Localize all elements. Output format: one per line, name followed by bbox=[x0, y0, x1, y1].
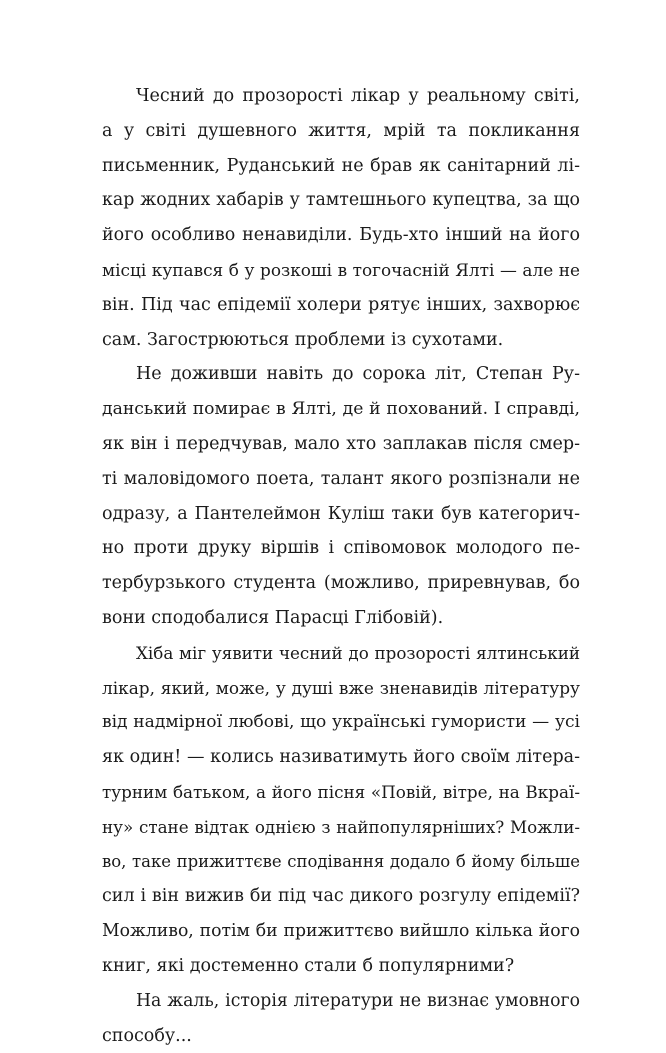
text-line: одразу, а Пантелеймон Куліш таки був категорич- bbox=[102, 503, 580, 524]
paragraph-2 bbox=[102, 357, 580, 635]
text-line: книг, які достеменно стали б популярними? bbox=[102, 955, 515, 976]
paragraph-4 bbox=[102, 984, 580, 1053]
text-line: ті маловідомого поета, талант якого розпізнали не bbox=[102, 468, 580, 489]
text-line: місці купався б у розкоші в тогочасній Ялті — але не bbox=[102, 259, 580, 280]
text-line: Чесний до прозорості лікар у реальному світі, bbox=[136, 86, 580, 106]
text-line: письменник, Руданський не брав як санітарний лі- bbox=[102, 155, 580, 176]
paragraph-3 bbox=[102, 636, 580, 984]
text-line: сам. Загострюються проблеми із сухотами. bbox=[102, 329, 504, 350]
text-line: а у світі душевного життя, мрій та покликання bbox=[102, 120, 580, 141]
text-line: турним батьком, а його пісня «Повій, вітре, на Вкраї- bbox=[102, 781, 580, 802]
text-line: во, таке прижиттєве сподівання додало б йому більше bbox=[102, 851, 580, 871]
body-text bbox=[102, 79, 580, 1053]
text-line: На жаль, історія літератури не визнає умовного bbox=[136, 990, 580, 1011]
paragraph-1 bbox=[102, 79, 580, 357]
text-line: способу... bbox=[102, 1025, 192, 1046]
text-line: лікар, який, може, у душі вже зненавидів літературу bbox=[102, 677, 580, 698]
text-line: його особливо ненавиділи. Будь-хто інший на його bbox=[102, 225, 580, 246]
text-line: сил і він вижив би під час дикого розгулу епідемії? bbox=[102, 886, 580, 907]
text-line: Хіба міг уявити чесний до прозорості ялтинський bbox=[136, 642, 580, 663]
text-line: Можливо, потім би прижиттєво вийшло кілька його bbox=[102, 921, 580, 942]
text-line: ну» стане відтак однією з найпопулярніших? Можли- bbox=[102, 816, 580, 837]
text-line: но проти друку віршів і співомовок молодого пе- bbox=[102, 538, 580, 559]
text-line: вони сподобалися Парасці Глібовій). bbox=[102, 607, 444, 628]
text-line: Не доживши навіть до сорока літ, Степан Ру- bbox=[136, 364, 580, 385]
text-line: тербурзького студента (можливо, приревнував, бо bbox=[102, 573, 580, 594]
text-line: як він і передчував, мало хто заплакав після смер- bbox=[102, 433, 580, 454]
text-line: кар жодних хабарів у тамтешнього купецтва, за що bbox=[102, 190, 580, 211]
text-line: як один! — колись називатимуть його своїм літера- bbox=[102, 747, 580, 768]
text-line: данський помирає в Ялті, де й похований. І справді, bbox=[102, 399, 580, 420]
text-line: від надмірної любові, що українські гумористи — усі bbox=[102, 712, 580, 733]
text-line: він. Під час епідемії холери рятує інших, захворює bbox=[102, 294, 580, 315]
